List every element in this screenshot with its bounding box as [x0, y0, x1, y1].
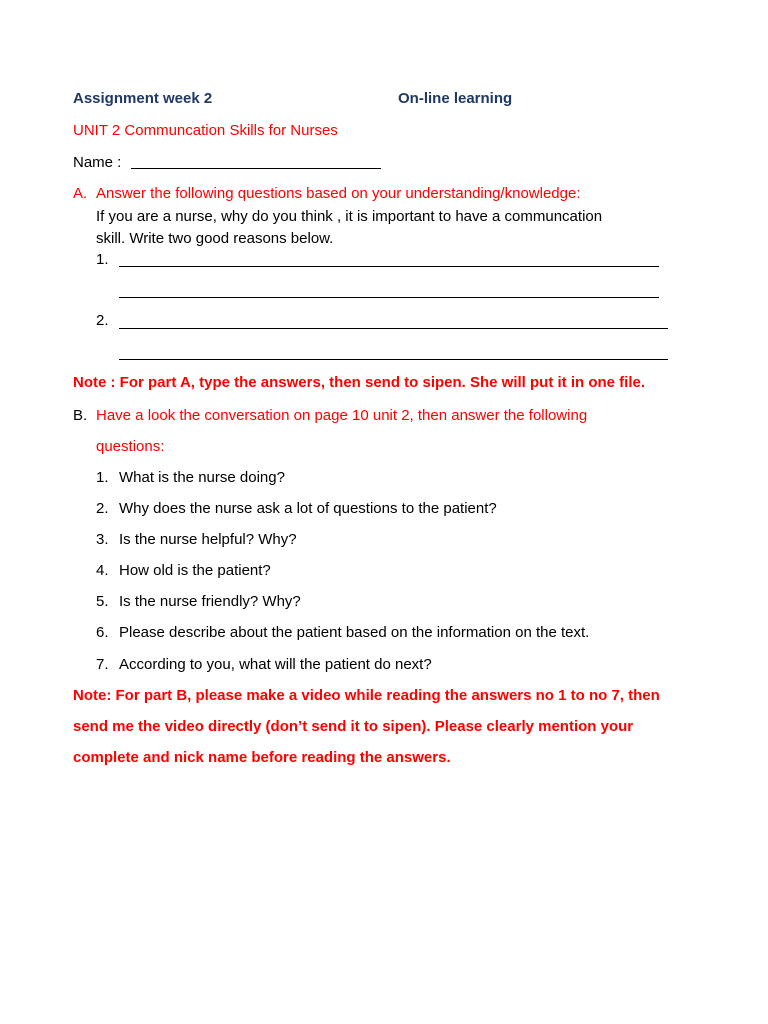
question-2-number: 2.	[96, 500, 109, 517]
section-b-heading-line-2: questions:	[96, 438, 165, 455]
answer-2-line-1	[119, 328, 668, 329]
unit-title: UNIT 2 Communcation Skills for Nurses	[73, 122, 338, 139]
question-6-number: 6.	[96, 624, 109, 641]
section-b-heading-line-1: Have a look the conversation on page 10 unit 2, then answer the following	[96, 407, 588, 424]
assignment-title: Assignment week 2	[73, 90, 213, 107]
name-blank-line	[131, 168, 381, 169]
online-learning-label: On-line learning	[398, 90, 513, 107]
section-b-marker: B.	[73, 407, 88, 424]
answer-number-1: 1.	[96, 251, 109, 268]
section-a-marker: A.	[73, 185, 88, 202]
section-a-note: Note : For part A, type the answers, then send to sipen. She will put it in one file.	[73, 374, 646, 391]
answer-1-line-2	[119, 297, 659, 298]
question-4-number: 4.	[96, 562, 109, 579]
question-7-text: According to you, what will the patient do next?	[119, 656, 432, 673]
section-b-note-line-2: send me the video directly (don’t send it to sipen). Please clearly mention your	[73, 718, 634, 735]
question-3-number: 3.	[96, 531, 109, 548]
question-6-text: Please describe about the patient based on the information on the text.	[119, 624, 590, 641]
question-1-text: What is the nurse doing?	[119, 469, 285, 486]
answer-1-line-1	[119, 266, 659, 267]
section-a-question-line-1: If you are a nurse, why do you think , it is important to have a communcation	[96, 208, 603, 225]
question-3-text: Is the nurse helpful? Why?	[119, 531, 297, 548]
question-1-number: 1.	[96, 469, 109, 486]
section-a-question-line-2: skill. Write two good reasons below.	[96, 230, 334, 247]
section-b-note-line-3: complete and nick name before reading the answers.	[73, 749, 451, 766]
question-2-text: Why does the nurse ask a lot of questions to the patient?	[119, 500, 497, 517]
question-5-text: Is the nurse friendly? Why?	[119, 593, 301, 610]
name-label: Name :	[73, 154, 122, 171]
section-a-heading: Answer the following questions based on your understanding/knowledge:	[96, 185, 581, 202]
answer-2-line-2	[119, 359, 668, 360]
answer-number-2: 2.	[96, 312, 109, 329]
section-b-note-line-1: Note: For part B, please make a video while reading the answers no 1 to no 7, then	[73, 687, 660, 704]
question-4-text: How old is the patient?	[119, 562, 271, 579]
question-7-number: 7.	[96, 656, 109, 673]
question-5-number: 5.	[96, 593, 109, 610]
